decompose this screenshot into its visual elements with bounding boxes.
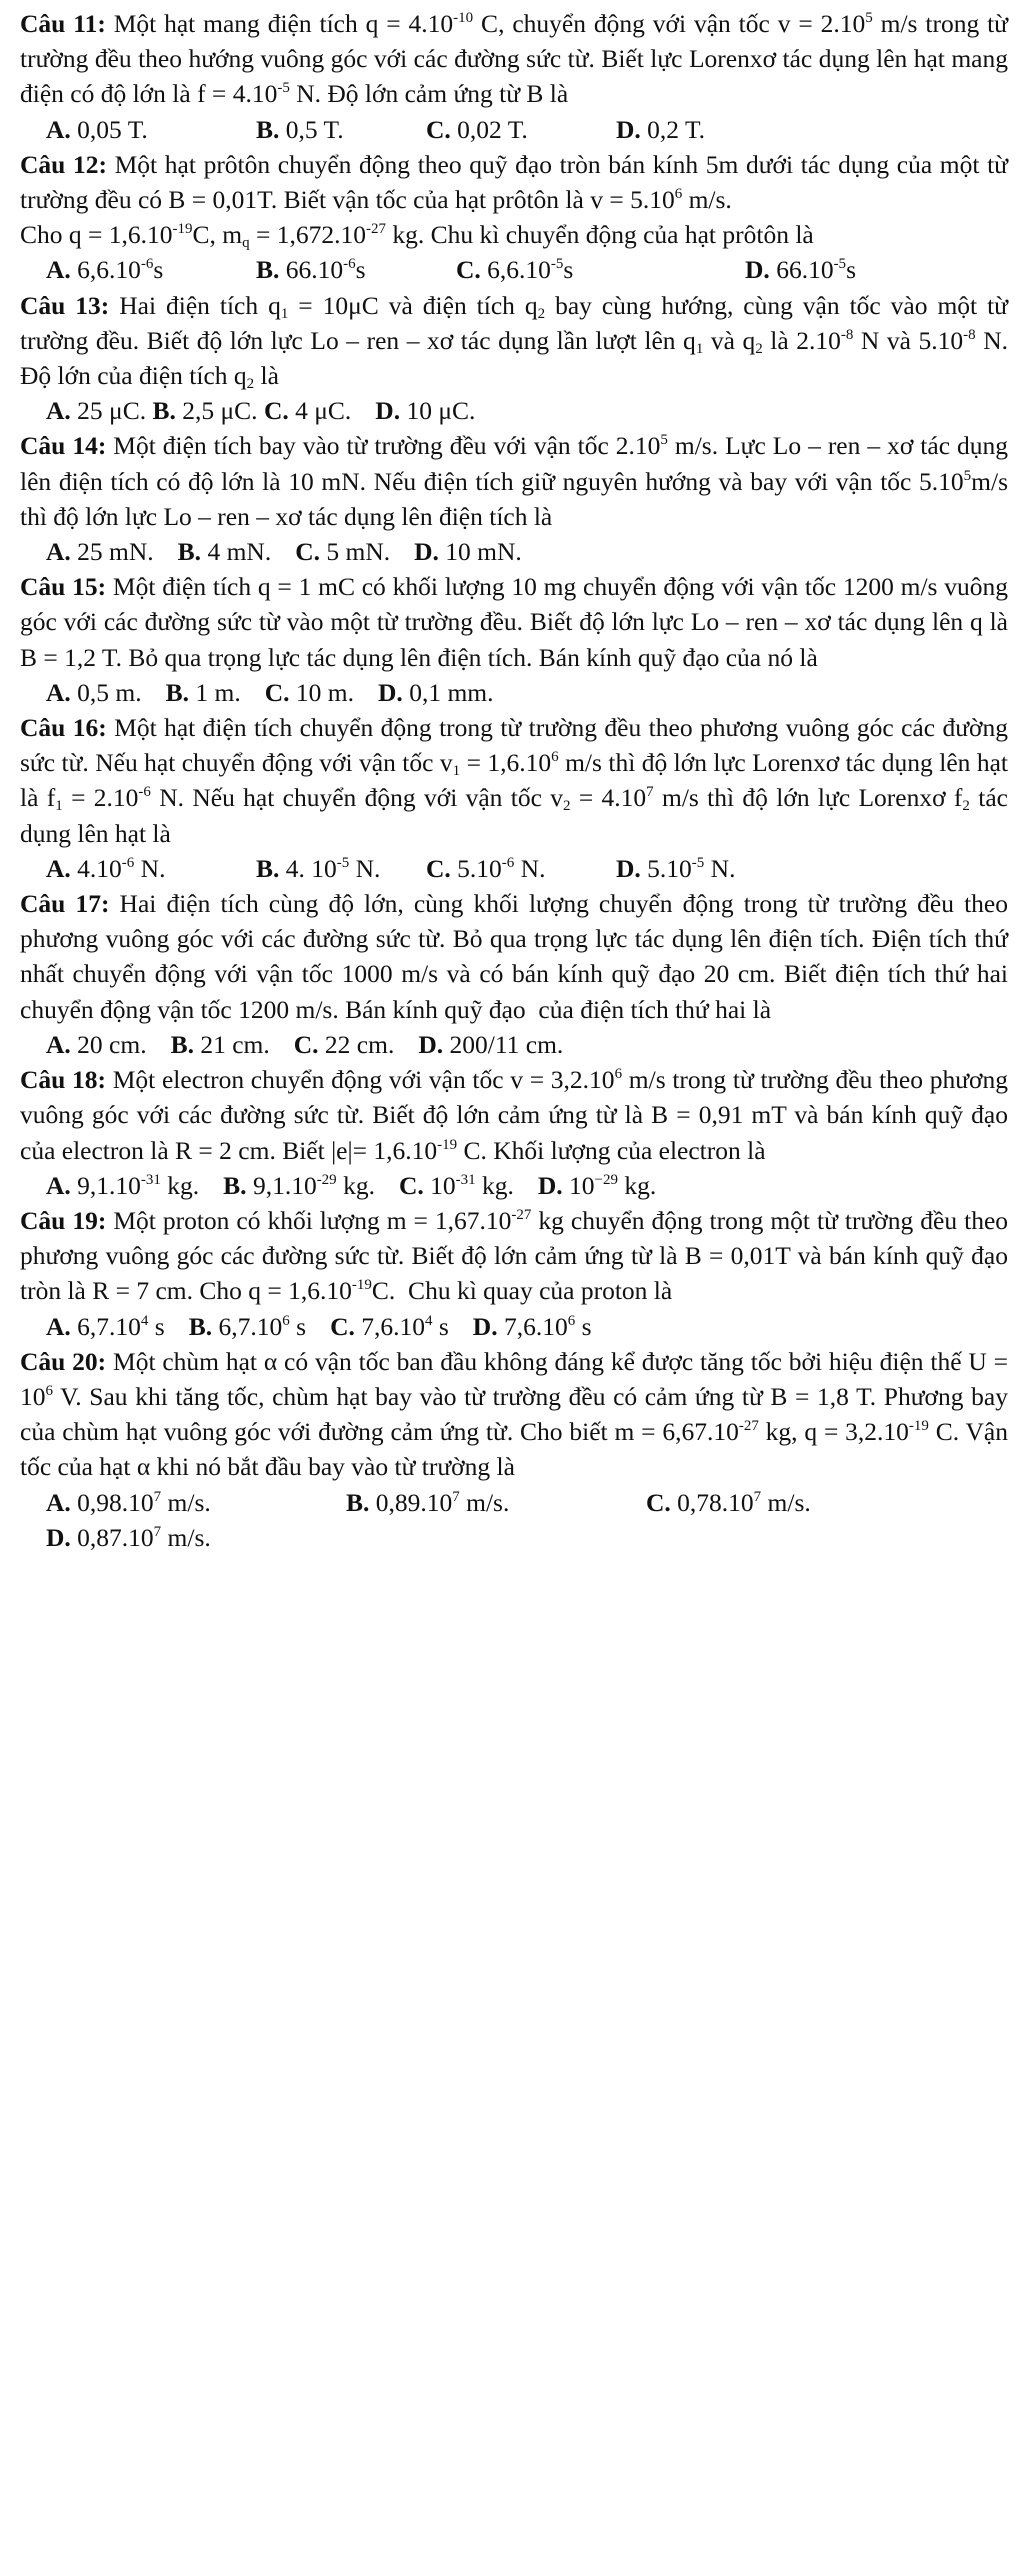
option-d[interactable] xyxy=(418,1027,563,1062)
option-text: $4.10^{-6}$ N. xyxy=(70,853,166,883)
option-b[interactable] xyxy=(256,851,426,886)
option-c[interactable] xyxy=(295,534,390,569)
question-label: Câu 13: xyxy=(20,290,110,320)
option-letter: D. xyxy=(418,1029,444,1059)
answer-options xyxy=(20,1309,1008,1344)
option-b[interactable] xyxy=(223,1168,375,1203)
option-text: 4. $10^{-5}$ N. xyxy=(279,853,381,883)
option-letter: B. xyxy=(223,1170,247,1200)
option-a[interactable] xyxy=(46,675,142,710)
option-text: $6,6.10^{-5}s$ xyxy=(480,255,574,285)
option-letter: D. xyxy=(745,255,770,285)
answer-options xyxy=(20,1485,1024,1555)
answer-options xyxy=(20,675,1008,710)
question-11 xyxy=(20,6,1008,147)
option-text: 7,6.10$^6$ s xyxy=(497,1311,592,1341)
option-letter: C. xyxy=(295,537,320,567)
option-text: 0,05 T. xyxy=(70,114,148,144)
option-letter: A. xyxy=(46,677,71,707)
option-letter: C. xyxy=(264,677,290,707)
option-b[interactable] xyxy=(178,534,272,569)
option-a[interactable] xyxy=(46,851,256,886)
option-letter: B. xyxy=(346,1487,370,1517)
question-text: Một điện tích bay vào từ trường đều với vận tốc 2.10$^5$ m/s. Lực Lo – ren – xơ tác dụng lên điện tích có độ lớn là 10 mN. Nếu điện tích giữ nguyên hướng và bay với vận tốc 5.10$^5$m/s thì độ lớn lực Lo – ren – xơ tác dụng lên điện tích là xyxy=(20,431,1009,531)
option-letter: A. xyxy=(46,853,71,883)
question-stem xyxy=(20,288,1008,394)
option-letter: B. xyxy=(256,255,280,285)
option-d[interactable] xyxy=(46,1520,346,1555)
option-text: 4 mN. xyxy=(201,537,272,567)
option-text: 10 mN. xyxy=(438,537,522,567)
option-letter: A. xyxy=(46,537,71,567)
option-a[interactable] xyxy=(46,1027,147,1062)
question-text: Một electron chuyển động với vận tốc $v = 3,2.10^6$ m/s trong từ trường đều theo phương vuông góc với các đường sức từ. Biết độ lớn cảm ứng từ là B = 0,91 mT và bán kính quỹ đạo của electron là R = 2 cm. Biết $|e|= 1,6.10^{-19}$ C. Khối lượng của electron là xyxy=(20,1065,1008,1165)
option-letter: D. xyxy=(46,1522,71,1552)
option-a[interactable] xyxy=(46,112,256,147)
option-d[interactable] xyxy=(375,393,475,428)
option-text: 1 m. xyxy=(189,677,241,707)
option-letter: B. xyxy=(165,677,190,707)
option-text: $5.10^{-5}$ N. xyxy=(640,853,736,883)
option-b[interactable] xyxy=(256,112,426,147)
option-text: $6,6.10^{-6}s$ xyxy=(70,255,164,285)
option-text: 10 m. xyxy=(289,677,355,707)
option-b[interactable] xyxy=(166,675,241,710)
option-text: 25 mN. xyxy=(70,537,154,567)
option-text: 20 cm. xyxy=(70,1029,147,1059)
option-letter: B. xyxy=(188,1311,213,1341)
option-text: 200/11 cm. xyxy=(443,1029,564,1059)
option-text: 7,6.10$^4$ s xyxy=(354,1311,449,1341)
answer-options xyxy=(20,1168,1008,1203)
option-a[interactable] xyxy=(46,534,154,569)
option-letter: D. xyxy=(375,396,401,426)
option-text: 0,1 mm. xyxy=(402,677,494,707)
option-text: 22 cm. xyxy=(318,1029,395,1059)
option-c[interactable] xyxy=(265,675,354,710)
question-text: Một chùm hạt α có vận tốc ban đầu không đáng kể được tăng tốc bởi hiệu điện thế $U = 10^6$ V. Sau khi tăng tốc, chùm hạt bay vào từ trường đều có cảm ứng từ B = 1,8 T. Phương bay của chùm hạt vuông góc với đường cảm ứng từ. Cho biết $m = 6,67.10^{-27}$ kg, $q = 3,2.10^{-19}$ C. Vận tốc của hạt α khi nó bắt đầu bay vào từ trường là xyxy=(20,1346,1008,1482)
question-label: Câu 12: xyxy=(20,149,107,179)
question-label: Câu 20: xyxy=(20,1346,107,1376)
option-letter: C. xyxy=(426,853,451,883)
option-letter: A. xyxy=(46,396,71,426)
question-text: Một điện tích q = 1 mC có khối lượng 10 mg chuyển động với vận tốc 1200 m/s vuông góc với các đường sức từ vào một từ trường đều. Biết độ lớn lực Lo – ren – xơ tác dụng lên q là B = 1,2 T. Bỏ qua trọng lực tác dụng lên điện tích. Bán kính quỹ đạo của nó là xyxy=(20,572,1008,672)
question-label: Câu 14: xyxy=(20,431,107,461)
answer-options xyxy=(20,252,1008,287)
option-text: 25 μC. B. 2,5 μC. C. 4 μC. xyxy=(70,396,352,426)
option-text: 0,89.10$^7$ m/s. xyxy=(369,1487,510,1517)
answer-options xyxy=(20,1027,1008,1062)
option-a[interactable] xyxy=(46,1485,346,1520)
option-text: 0,87.10$^7$ m/s. xyxy=(70,1522,211,1552)
option-d[interactable] xyxy=(616,851,816,886)
question-15 xyxy=(20,569,1008,710)
question-13 xyxy=(20,288,1008,429)
question-label: Câu 15: xyxy=(20,572,107,602)
option-text: $10^{-31}$ kg. xyxy=(423,1170,514,1200)
option-letter: C. xyxy=(456,255,481,285)
question-stem xyxy=(20,1203,1008,1309)
option-letter: A. xyxy=(46,1029,71,1059)
question-stem xyxy=(20,6,1008,112)
option-text: 0,02 T. xyxy=(450,114,528,144)
option-letter: D. xyxy=(616,114,641,144)
question-stem xyxy=(20,710,1008,851)
question-18 xyxy=(20,1062,1008,1203)
option-d[interactable] xyxy=(473,1309,592,1344)
option-letter: A. xyxy=(46,114,71,144)
option-text: $66.10^{-6}s$ xyxy=(279,255,366,285)
question-label: Câu 17: xyxy=(20,889,110,919)
question-label: Câu 18: xyxy=(20,1065,107,1095)
option-d[interactable] xyxy=(656,252,856,287)
question-text: Một hạt prôtôn chuyển động theo quỹ đạo tròn bán kính 5m dưới tác dụng của một từ trường đều có B = 0,01T. Biết vận tốc của hạt prôtôn là $v = 5.10^6$ m/s. Cho $q = 1,6.10^{-19}C$, $m_q = 1,672.10^{-27}$ kg. Chu kì chuyển động của hạt prôtôn là xyxy=(20,149,1008,252)
option-d[interactable] xyxy=(538,1168,656,1203)
question-label: Câu 19: xyxy=(20,1205,107,1235)
question-stem xyxy=(20,1344,1008,1485)
option-text: 0,5 T. xyxy=(279,114,344,144)
option-c[interactable] xyxy=(330,1309,449,1344)
option-letter: A. xyxy=(46,1311,71,1341)
question-14 xyxy=(20,428,1008,569)
question-20 xyxy=(20,1344,1008,1555)
option-letter: B. xyxy=(177,537,202,567)
option-d[interactable] xyxy=(616,112,816,147)
question-text: Một hạt điện tích chuyển động trong từ trường đều theo phương vuông góc các đường sức từ. Nếu hạt chuyển động với vận tốc $v_1 = 1,6.10^6$ m/s thì độ lớn lực Lorenxơ tác dụng lên hạt là $f_1 = 2.10^{-6}$ N. Nếu hạt chuyển động với vận tốc $v_2 = 4.10^7$ m/s thì độ lớn lực Lorenxơ $f_2$ tác dụng lên hạt là xyxy=(20,713,1009,848)
question-stem xyxy=(20,428,1008,534)
question-stem xyxy=(20,569,1008,675)
option-c[interactable] xyxy=(456,252,656,287)
option-d[interactable] xyxy=(378,675,493,710)
option-b[interactable] xyxy=(346,1485,646,1520)
option-a[interactable] xyxy=(46,393,351,428)
option-text: 6,7.10$^4$ s xyxy=(70,1311,165,1341)
option-letter: C. xyxy=(426,114,451,144)
option-letter: A. xyxy=(46,255,71,285)
option-letter: C. xyxy=(646,1487,671,1517)
question-stem xyxy=(20,147,1008,253)
option-text: 0,2 T. xyxy=(640,114,706,144)
option-c[interactable] xyxy=(399,1168,514,1203)
option-letter: C. xyxy=(398,1170,424,1200)
option-text: 0,98.10$^7$ m/s. xyxy=(70,1487,211,1517)
question-17 xyxy=(20,886,1008,1062)
option-b[interactable] xyxy=(256,252,456,287)
answer-options xyxy=(20,534,1008,569)
option-c[interactable] xyxy=(646,1485,946,1520)
answer-options xyxy=(20,393,1008,428)
option-letter: D. xyxy=(472,1311,498,1341)
option-letter: A. xyxy=(46,1170,71,1200)
question-stem xyxy=(20,1062,1008,1168)
question-text: Một hạt mang điện tích $q = 4.10^{-10}$ C, chuyển động với vận tốc $v = 2.10^5$ m/s trong từ trường đều theo hướng vuông góc với các đường sức từ. Biết lực Lorenxơ tác dụng lên hạt mang điện có độ lớn là $f = 4.10^{-5}$ N. Độ lớn cảm ứng từ B là xyxy=(20,9,1008,109)
option-text: $66.10^{-5}s$ xyxy=(769,255,856,285)
option-letter: D. xyxy=(378,677,403,707)
option-text: $10^{-29}$ kg. xyxy=(562,1170,657,1200)
option-letter: B. xyxy=(256,853,280,883)
option-c[interactable] xyxy=(294,1027,395,1062)
question-stem xyxy=(20,886,1008,1027)
option-letter: C. xyxy=(330,1311,355,1341)
option-d[interactable] xyxy=(414,534,522,569)
option-a[interactable] xyxy=(46,1309,165,1344)
question-12 xyxy=(20,147,1008,288)
option-letter: B. xyxy=(170,1029,194,1059)
question-label: Câu 11: xyxy=(20,9,106,38)
question-label: Câu 16: xyxy=(20,713,107,743)
option-b[interactable] xyxy=(189,1309,306,1344)
option-letter: D. xyxy=(414,537,439,567)
option-letter: B. xyxy=(256,114,280,144)
option-a[interactable] xyxy=(46,252,256,287)
question-16 xyxy=(20,710,1008,886)
option-text: 6,7.10$^6$ s xyxy=(212,1311,307,1341)
question-text: Hai điện tích cùng độ lớn, cùng khối lượng chuyển động trong từ trường đều theo phương vuông góc với các đường sức từ. Bỏ qua trọng lực tác dụng lên điện tích. Điện tích thứ nhất chuyển động với vận tốc 1000 m/s và có bán kính quỹ đạo 20 cm. Biết điện tích thứ hai chuyển động vận tốc 1200 m/s. Bán kính quỹ đạo của điện tích thứ hai là xyxy=(20,889,1008,1024)
option-a[interactable] xyxy=(46,1168,199,1203)
option-b[interactable] xyxy=(171,1027,270,1062)
question-19 xyxy=(20,1203,1008,1344)
option-text: $5.10^{-6}$ N. xyxy=(450,853,546,883)
option-c[interactable] xyxy=(426,851,616,886)
option-letter: A. xyxy=(46,1487,71,1517)
option-text: 5 mN. xyxy=(319,537,391,567)
option-text: $9,1.10^{-29}$ kg. xyxy=(246,1170,375,1200)
option-letter: C. xyxy=(293,1029,319,1059)
option-text: 21 cm. xyxy=(193,1029,270,1059)
option-text: $9,1.10^{-31}$ kg. xyxy=(70,1170,200,1200)
answer-options xyxy=(20,112,1008,147)
question-text: Hai điện tích $q_1 = 10\mu C$ và điện tích $q_2$ bay cùng hướng, cùng vận tốc vào một từ trường đều. Biết độ lớn lực Lo – ren – xơ tác dụng lần lượt lên $q_1$ và $q_2$ là $2.10^{-8}$ N và $5.10^{-8}$ N. Độ lớn của điện tích $q_2$ là xyxy=(20,290,1008,393)
option-letter: D. xyxy=(616,853,641,883)
question-text: Một proton có khối lượng $m = 1,67.10^{-27}$ kg chuyển động trong một từ trường đều theo phương vuông góc các đường sức từ. Biết độ lớn cảm ứng từ là B = 0,01T và bán kính quỹ đạo tròn là R = 7 cm. Cho $q = 1,6.10^{-19}C$. Chu kì quay của proton là xyxy=(20,1205,1009,1306)
option-letter: D. xyxy=(537,1170,563,1200)
option-text: 0,5 m. xyxy=(70,677,142,707)
option-text: 0,78.10$^7$ m/s. xyxy=(670,1487,811,1517)
answer-options xyxy=(20,851,1008,886)
option-c[interactable] xyxy=(426,112,616,147)
option-text: 10 μC. xyxy=(400,396,476,426)
